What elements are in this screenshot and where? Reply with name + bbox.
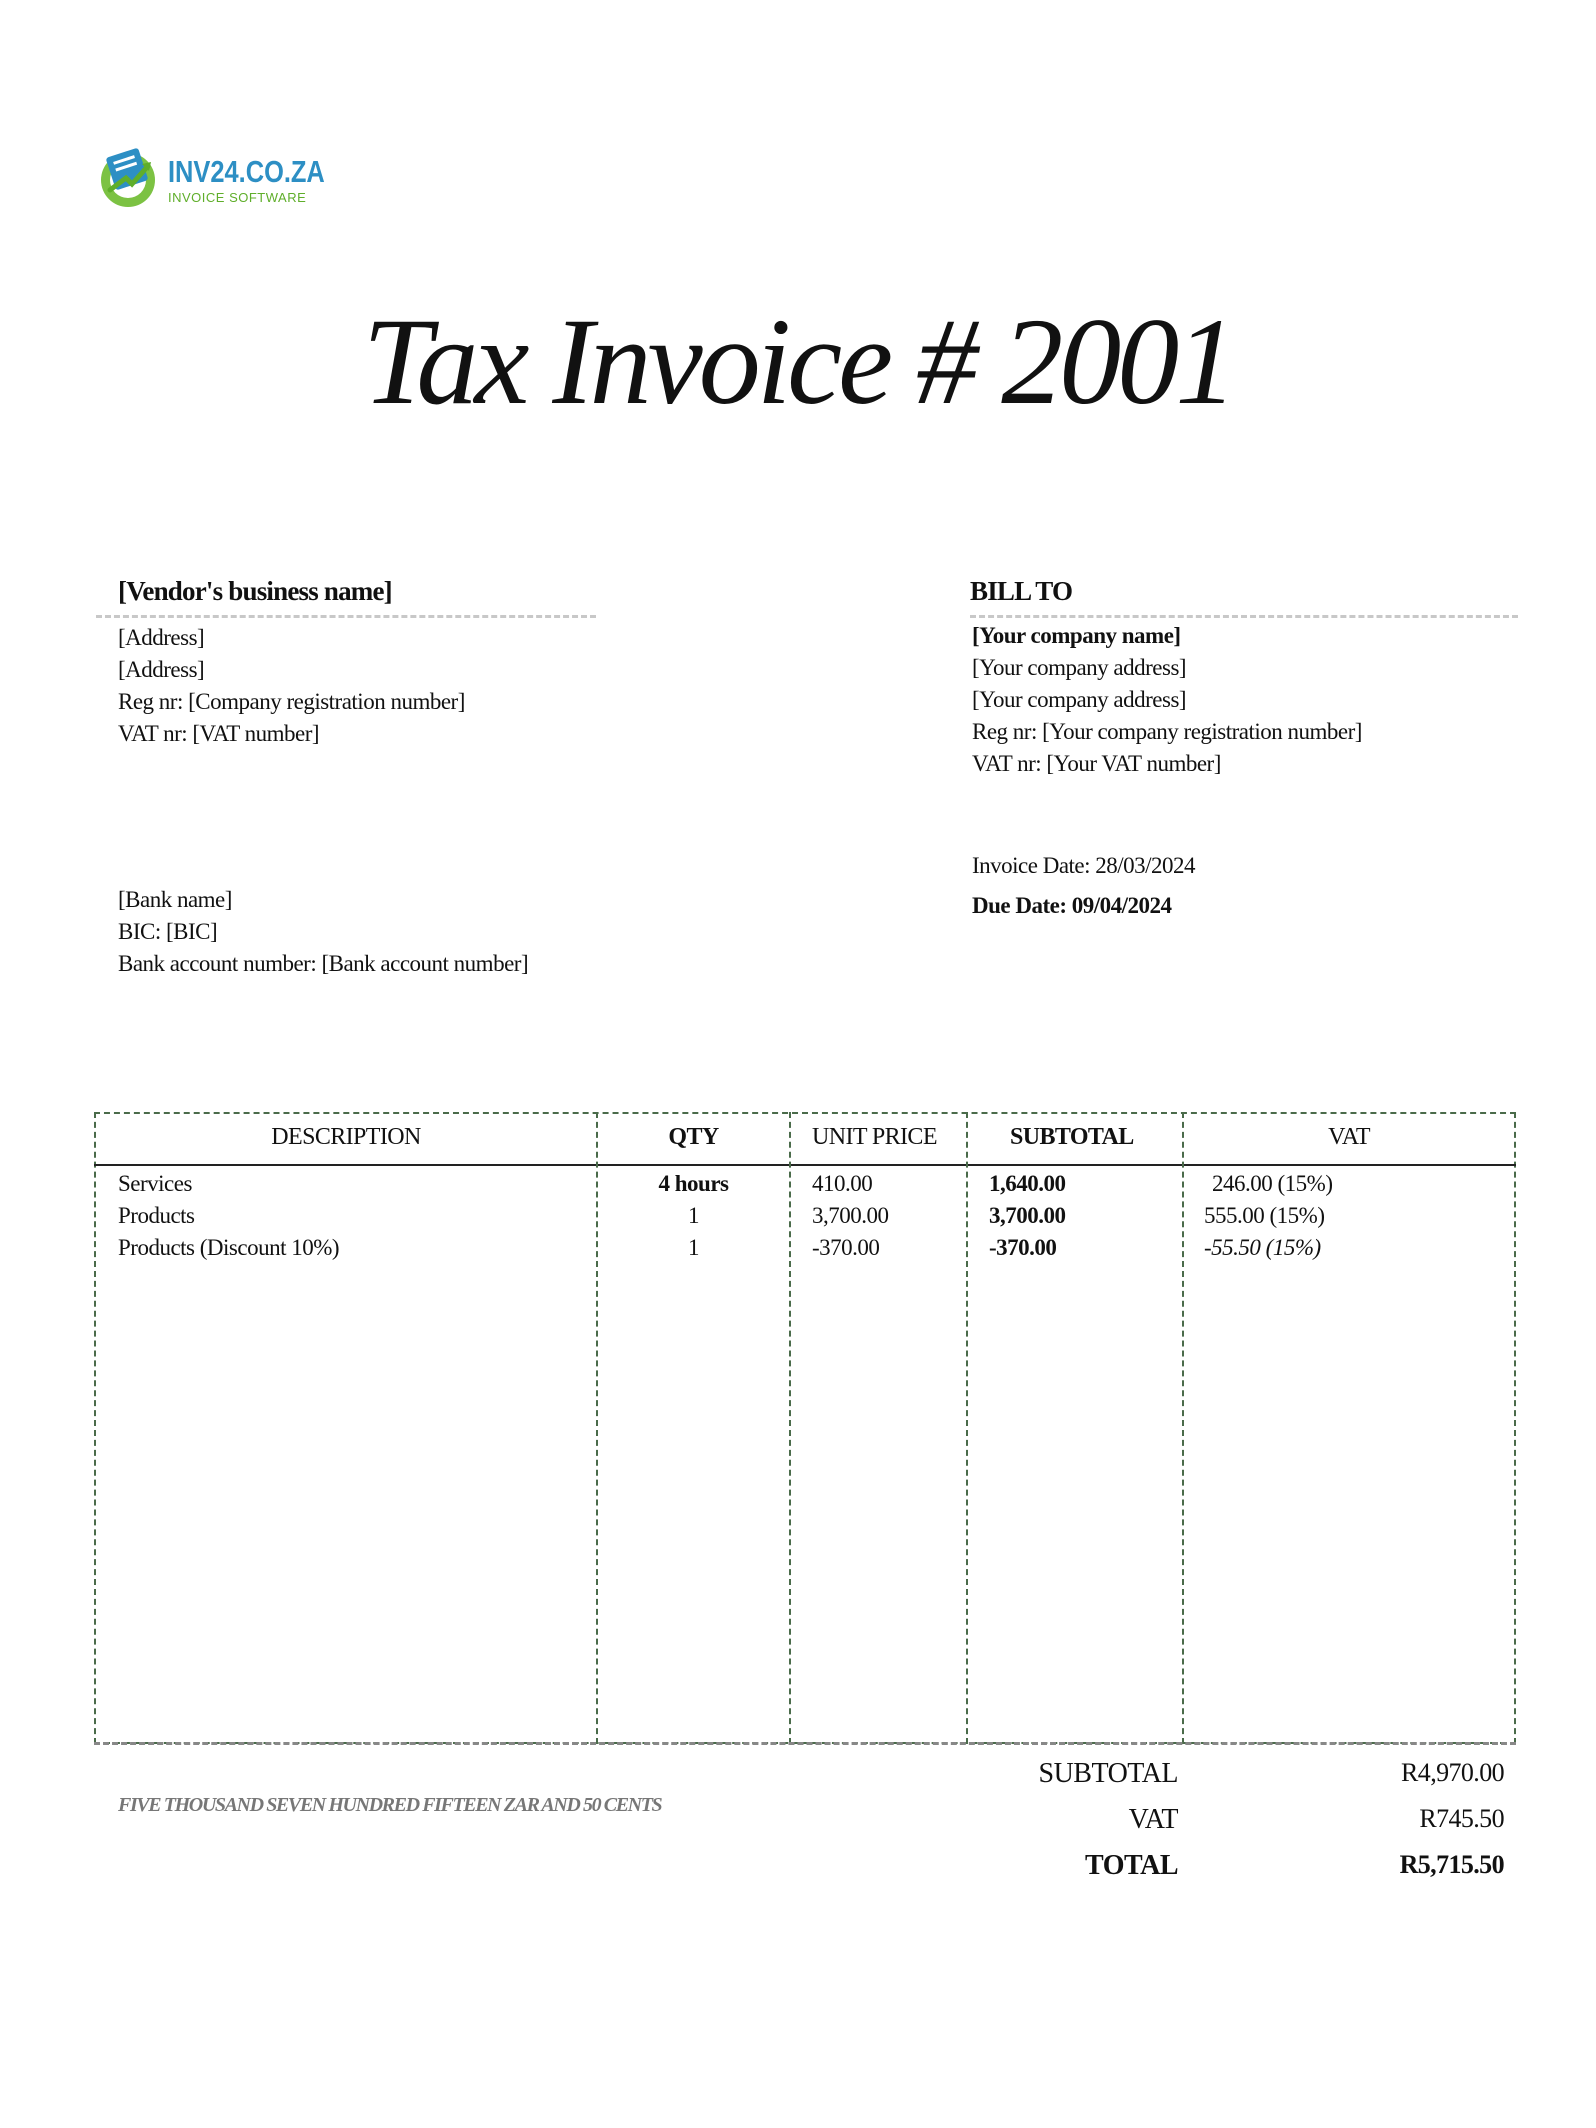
row-1-vat: 246.00 (15%) — [1212, 1171, 1333, 1196]
row-2-vat: 555.00 (15%) — [1204, 1203, 1325, 1228]
bill-to-reg-nr: Reg nr: [Your company registration number] — [972, 719, 1362, 744]
vendor-details — [118, 622, 465, 750]
table-bottom-divider — [94, 1742, 1516, 1745]
row-1-qty: 4 hours — [658, 1171, 729, 1196]
header-description: DESCRIPTION — [271, 1124, 421, 1150]
row-2-qty: 1 — [688, 1203, 699, 1228]
vendor-name: [Vendor's business name] — [118, 576, 392, 606]
header-vat: VAT — [1328, 1124, 1370, 1150]
column-divider — [1182, 1112, 1184, 1744]
bank-name: [Bank name] — [118, 887, 232, 912]
bill-to-title: BILL TO — [970, 576, 1073, 606]
vendor-reg-nr: Reg nr: [Company registration number] — [118, 689, 465, 714]
row-1-subtotal: 1,640.00 — [989, 1171, 1066, 1196]
column-divider — [966, 1112, 968, 1744]
row-3-qty: 1 — [688, 1235, 699, 1260]
column-divider — [789, 1112, 791, 1744]
invoice-date: Invoice Date: 28/03/2024 — [972, 853, 1196, 878]
vendor-address-2: [Address] — [118, 657, 205, 682]
bill-to-details — [972, 620, 1362, 780]
header-unit-price: UNIT PRICE — [812, 1124, 937, 1150]
row-3-unit-price: -370.00 — [812, 1235, 880, 1260]
row-3-description: Products (Discount 10%) — [118, 1235, 340, 1260]
invoice-title: Tax Invoice # 2001 — [362, 293, 1234, 430]
amount-in-words: FIVE THOUSAND SEVEN HUNDRED FIFTEEN ZAR AND 50 CENTS — [118, 1794, 662, 1816]
row-2-description: Products — [118, 1203, 195, 1228]
vat-label: VAT — [1128, 1804, 1178, 1835]
logo-icon — [96, 144, 162, 210]
row-1-unit-price: 410.00 — [812, 1171, 873, 1196]
header-qty: QTY — [668, 1124, 719, 1150]
vendor-vat-nr: VAT nr: [VAT number] — [118, 721, 320, 746]
logo-brand: INV24.CO.ZA — [168, 154, 325, 189]
row-3-vat: -55.50 (15%) — [1204, 1235, 1321, 1260]
bill-to-address-1: [Your company address] — [972, 655, 1187, 680]
row-1-description: Services — [118, 1171, 192, 1196]
bill-to-company-name: [Your company name] — [972, 623, 1181, 648]
vendor-divider — [96, 615, 596, 618]
due-date: Due Date: 09/04/2024 — [972, 893, 1172, 918]
vat-value: R745.50 — [1419, 1804, 1504, 1833]
row-2-unit-price: 3,700.00 — [812, 1203, 889, 1228]
logo — [96, 144, 336, 214]
vendor-address-1: [Address] — [118, 625, 205, 650]
bill-to-vat-nr: VAT nr: [Your VAT number] — [972, 751, 1221, 776]
bank-account-number: Bank account number: [Bank account number] — [118, 951, 529, 976]
total-value: R5,715.50 — [1399, 1850, 1504, 1879]
logo-tagline: INVOICE SOFTWARE — [168, 190, 307, 205]
row-3-subtotal: -370.00 — [989, 1235, 1057, 1260]
bank-details — [118, 884, 528, 980]
bill-to-address-2: [Your company address] — [972, 687, 1187, 712]
bank-bic: BIC: [BIC] — [118, 919, 218, 944]
invoice-dates — [972, 846, 1195, 926]
subtotal-label: SUBTOTAL — [1038, 1758, 1178, 1789]
row-2-subtotal: 3,700.00 — [989, 1203, 1066, 1228]
table-header-divider — [94, 1164, 1516, 1166]
header-subtotal: SUBTOTAL — [1010, 1124, 1134, 1150]
bill-to-divider — [970, 615, 1518, 618]
total-label: TOTAL — [1085, 1850, 1178, 1881]
subtotal-value: R4,970.00 — [1401, 1758, 1504, 1787]
